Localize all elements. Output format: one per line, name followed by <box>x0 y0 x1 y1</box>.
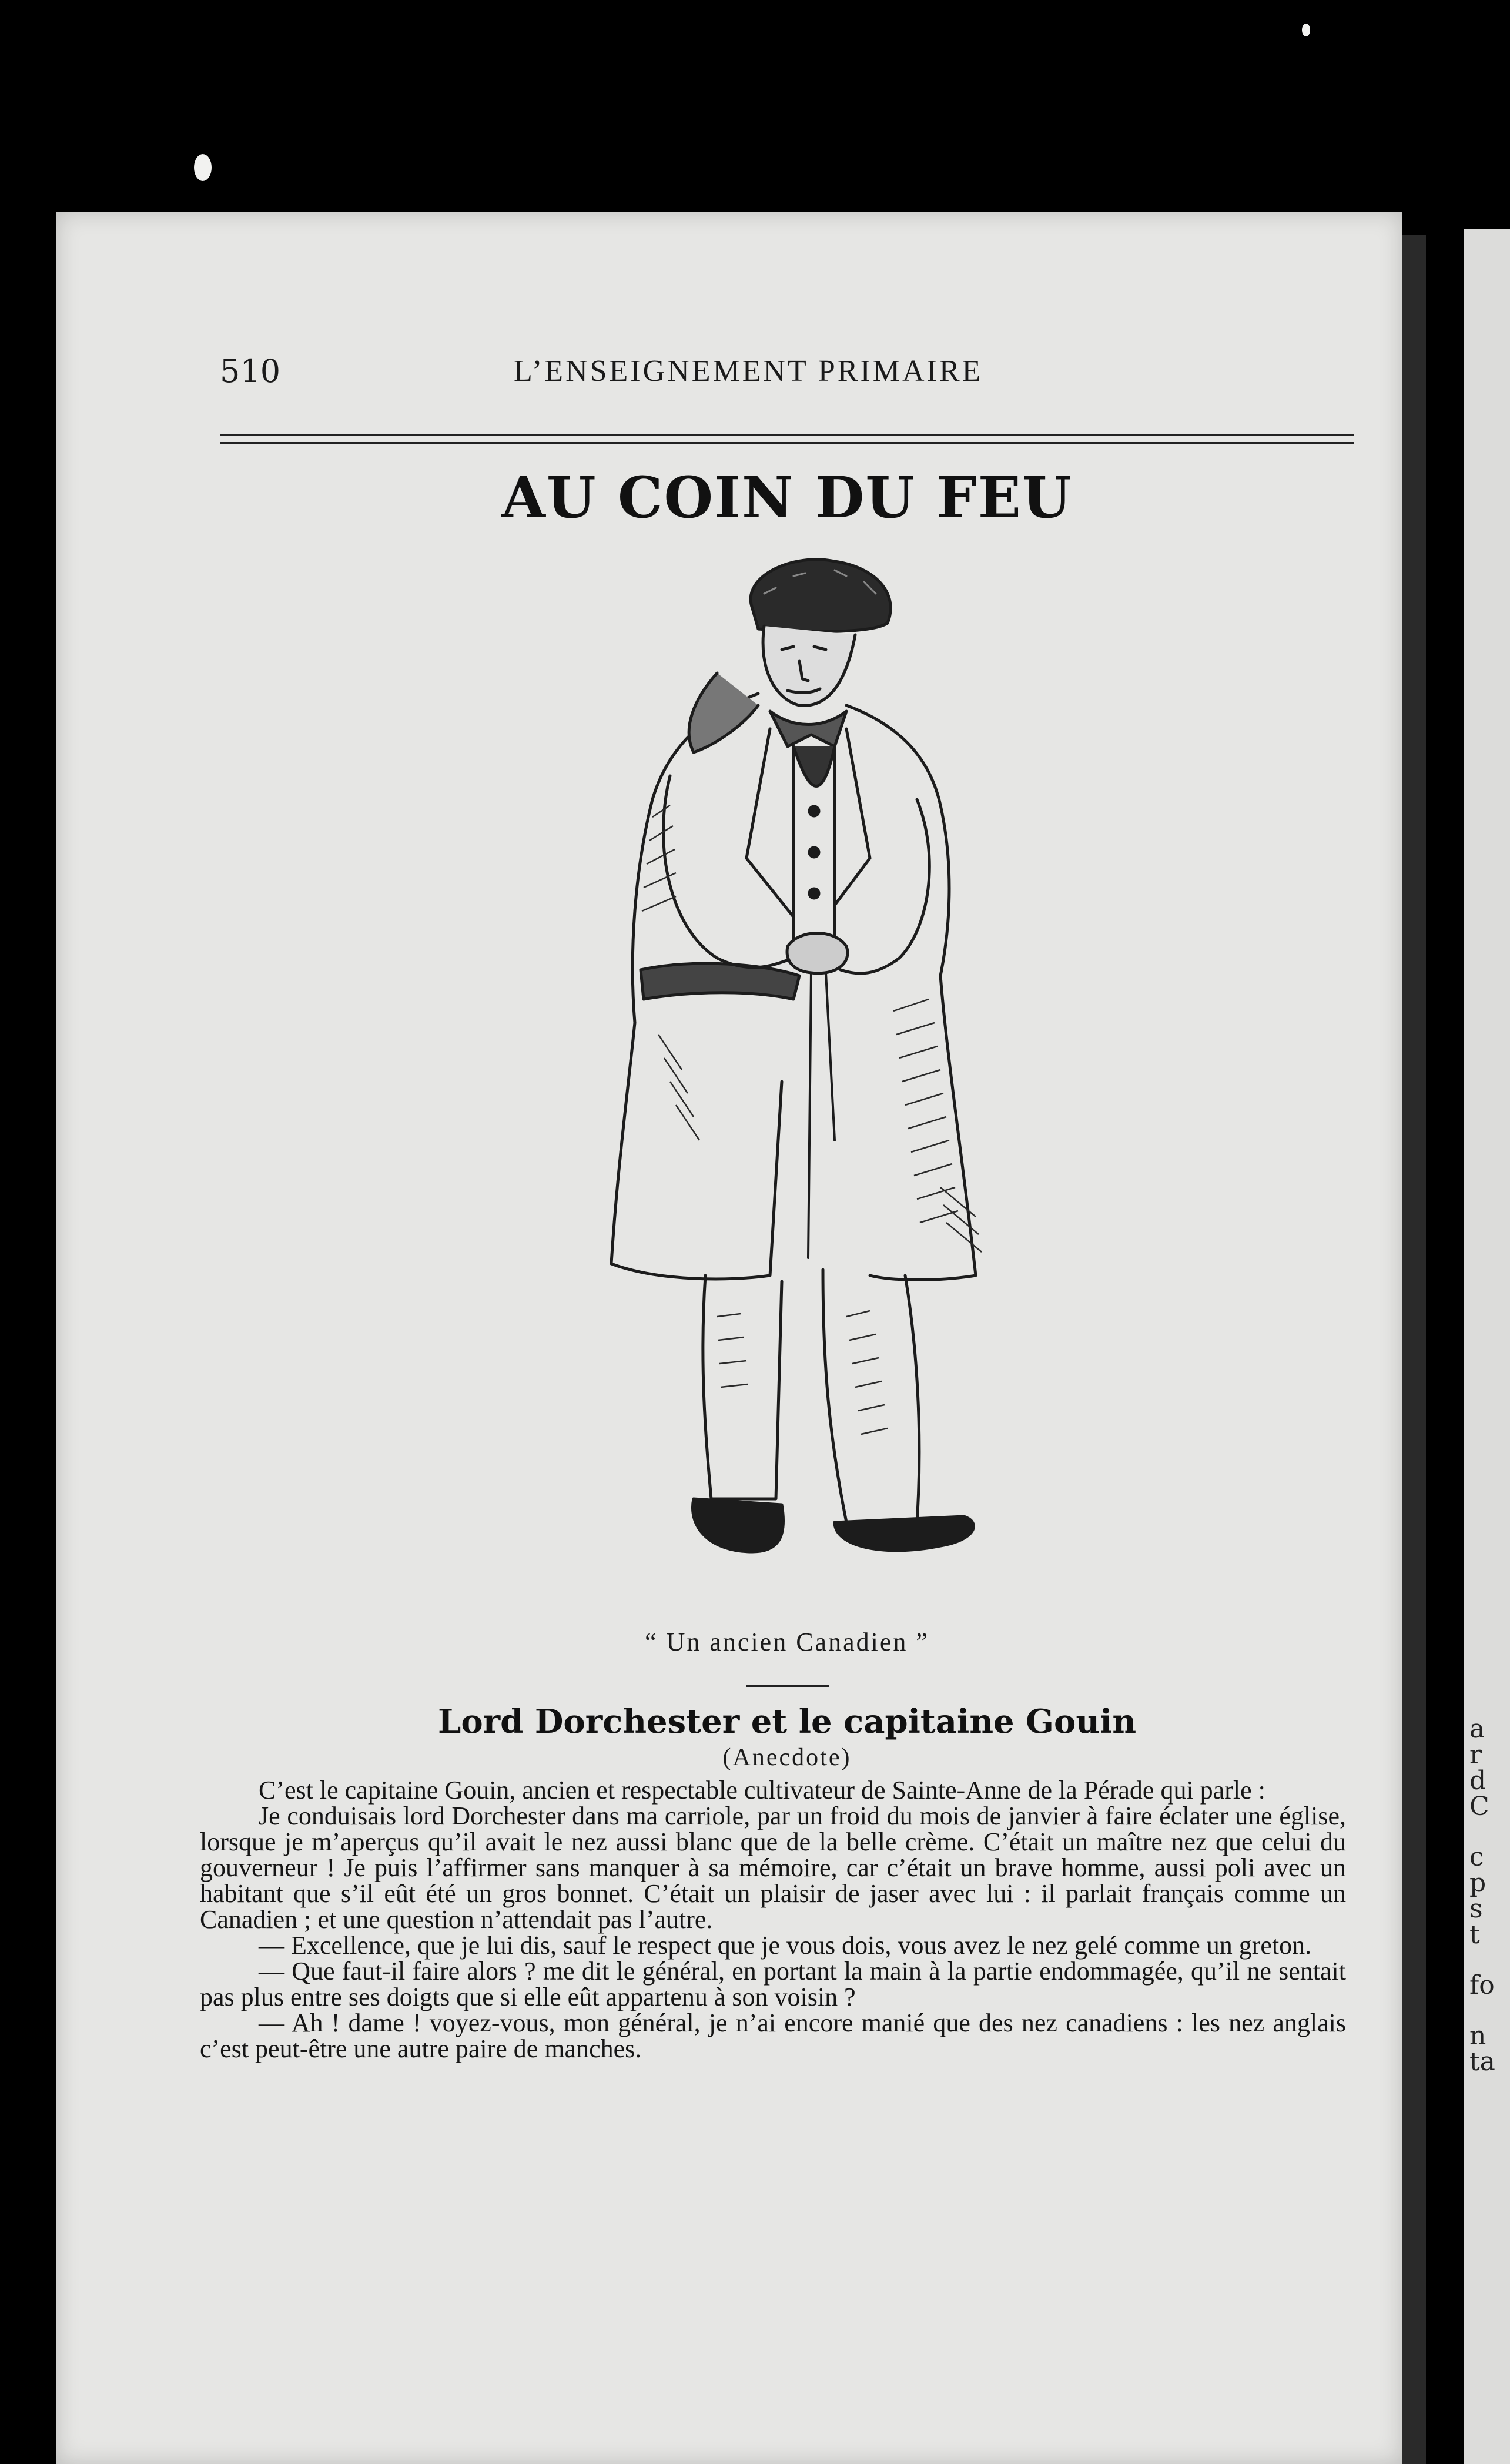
paragraph: — Ah ! dame ! voyez-vous, mon général, je n’ai encore manié que des nez canadiens : les nez anglais c’est peut-être une autre paire de manches. <box>200 2008 1346 2063</box>
adjacent-page-fragment: p <box>1469 1868 1486 1898</box>
adjacent-page-fragment: a <box>1469 1714 1485 1744</box>
running-header <box>220 353 1354 400</box>
dust-speck <box>194 154 212 181</box>
paragraph: C’est le capitaine Gouin, ancien et respectable cultivateur de Sainte-Anne de la Pérade qui parle : <box>259 1776 1265 1805</box>
story-body <box>200 1777 1346 2062</box>
section-divider <box>746 1685 829 1687</box>
page-number: 510 <box>220 353 281 390</box>
adjacent-page-fragment: d <box>1469 1766 1486 1796</box>
page-gutter <box>1402 235 1426 2464</box>
story-subtitle: (Anecdote) <box>722 1744 852 1771</box>
story-title: Lord Dorchester et le capitaine Gouin <box>437 1702 1137 1741</box>
header-rule-top <box>220 434 1354 436</box>
paragraph: — Que faut-il faire alors ? me dit le général, en portant la main à la partie endommagée, qu’il ne sentait pas plus entre ses doigts que si elle eût appartenu à son voisin ? <box>200 1957 1346 2011</box>
adjacent-page-fragment: fo <box>1469 1970 1495 2000</box>
adjacent-page-fragment: ta <box>1469 2047 1495 2077</box>
adjacent-page-fragment: n <box>1469 2021 1486 2051</box>
paragraph: Je conduisais lord Dorchester dans ma carriole, par un froid du mois de janvier à faire éclater une église, lorsque je m’aperçus qu’il avait le nez aussi blanc que de la belle crème. C’était un maître nez que celui du gouverneur ! Je puis l’affirmer sans manquer à sa mémoire, car c’était un brave homme, aussi poli avec un habitant que s’il eût été un gros bonnet. C’était un plaisir de jaser avec lui : il parlait français comme un Canadien ; et une question n’attendait pas l’autre. <box>200 1802 1346 1934</box>
running-title: L’ENSEIGNEMENT PRIMAIRE <box>514 354 983 388</box>
adjacent-page-fragment: s <box>1469 1894 1483 1924</box>
paragraph: — Excellence, que je lui dis, sauf le respect que je vous dois, vous avez le nez gelé comme un greton. <box>259 1931 1312 1960</box>
illustration-caption: “ Un ancien Canadien ” <box>645 1628 929 1656</box>
adjacent-page-fragment: c <box>1469 1842 1484 1872</box>
adjacent-page-fragment: C <box>1469 1792 1489 1822</box>
header-rule-bottom <box>220 442 1354 444</box>
adjacent-page-edge <box>1464 229 1510 2464</box>
article-title: AU COIN DU FEU <box>501 464 1073 531</box>
dust-speck <box>1302 24 1310 36</box>
old-canadian-illustration <box>517 553 1058 1622</box>
adjacent-page-fragment: t <box>1469 1920 1480 1950</box>
adjacent-page-fragment: r <box>1469 1740 1482 1770</box>
